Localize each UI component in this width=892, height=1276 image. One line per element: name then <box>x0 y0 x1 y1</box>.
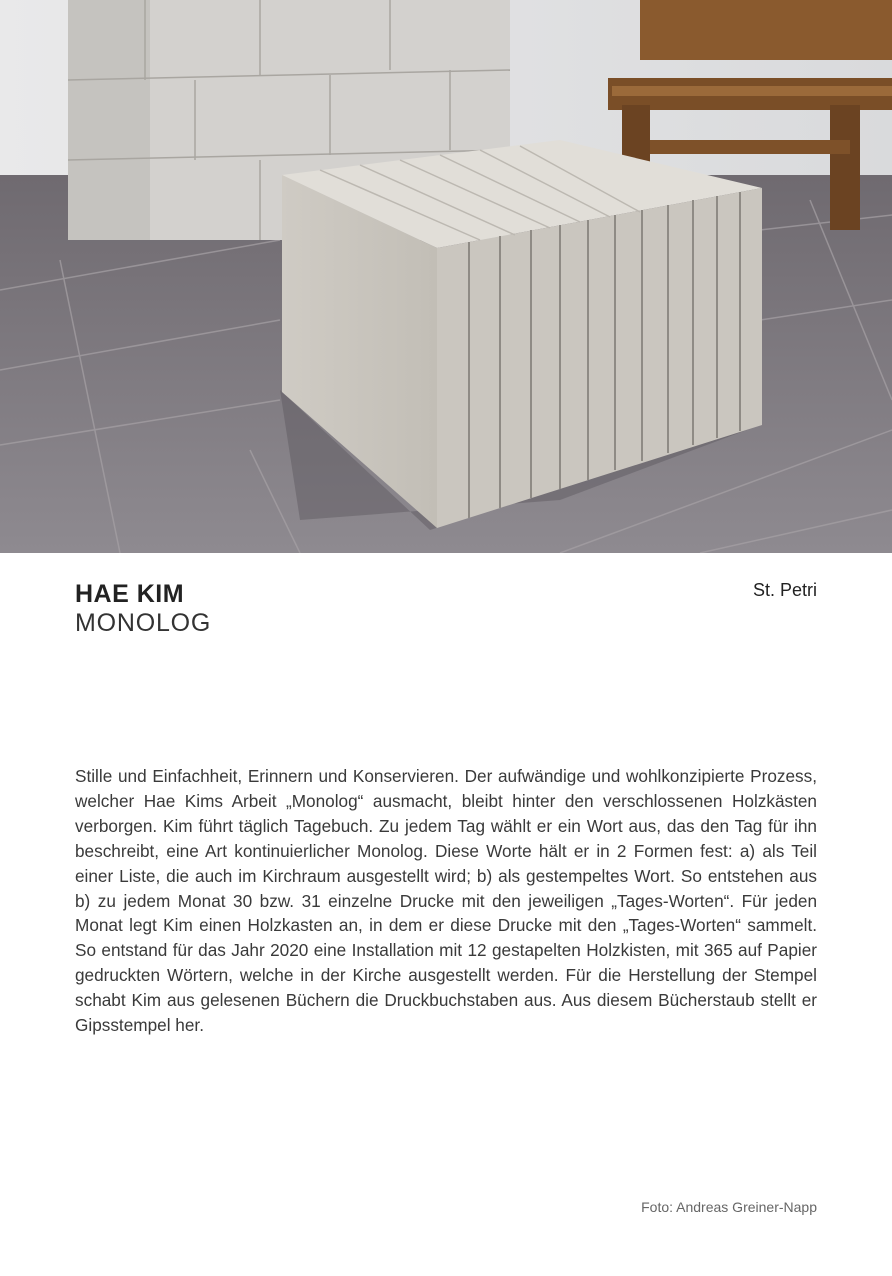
location-label: St. Petri <box>752 580 817 600</box>
description-paragraph: Stille und Einfachheit, Erinnern und Konservieren. Der aufwändige und wohlkonzipierte Prozess, welcher Hae Kims Arbeit „Monolog“ ausmacht, bleibt hinter den verschlossenen Holzkästen verborgen. Kim führt täglich Tagebuch. Zu jedem Tag wählt er ein Wort aus, das den Tag für ihn beschreibt, eine Art kontinuierlicher Monolog. Diese Worte hält er in 2 Formen fest: a) als Teil einer Liste, die auch im Kirchraum ausgestellt wird; b) als gestempeltes Wort. So entstehen aus b) zu jedem Monat 30 bzw. 31 einzelne Drucke mit den jeweiligen „Tages-Worten“. Für jeden Monat legt Kim einen Holzkasten an, in dem er diese Drucke mit den „Tages-Worten“ sammelt. So entstand für das Jahr 2020 eine Installation mit 12 gestapelten Holzkisten, mit 365 auf Papier gedruckten Wörtern, welche in der Kirche ausgestellt werden. Für die Herstellung der Stempel schabt Kim aus gelesenen Büchern die Druckbuchstaben aus. Aus diesem Bücherstaub stellt er Gipsstempel her. <box>75 766 817 1036</box>
photo-credit: Foto: Andreas Greiner-Napp <box>641 1199 817 1215</box>
artist-name: HAE KIM <box>75 580 185 608</box>
work-title: MONOLOG <box>75 609 212 637</box>
artwork-photo <box>0 0 892 553</box>
